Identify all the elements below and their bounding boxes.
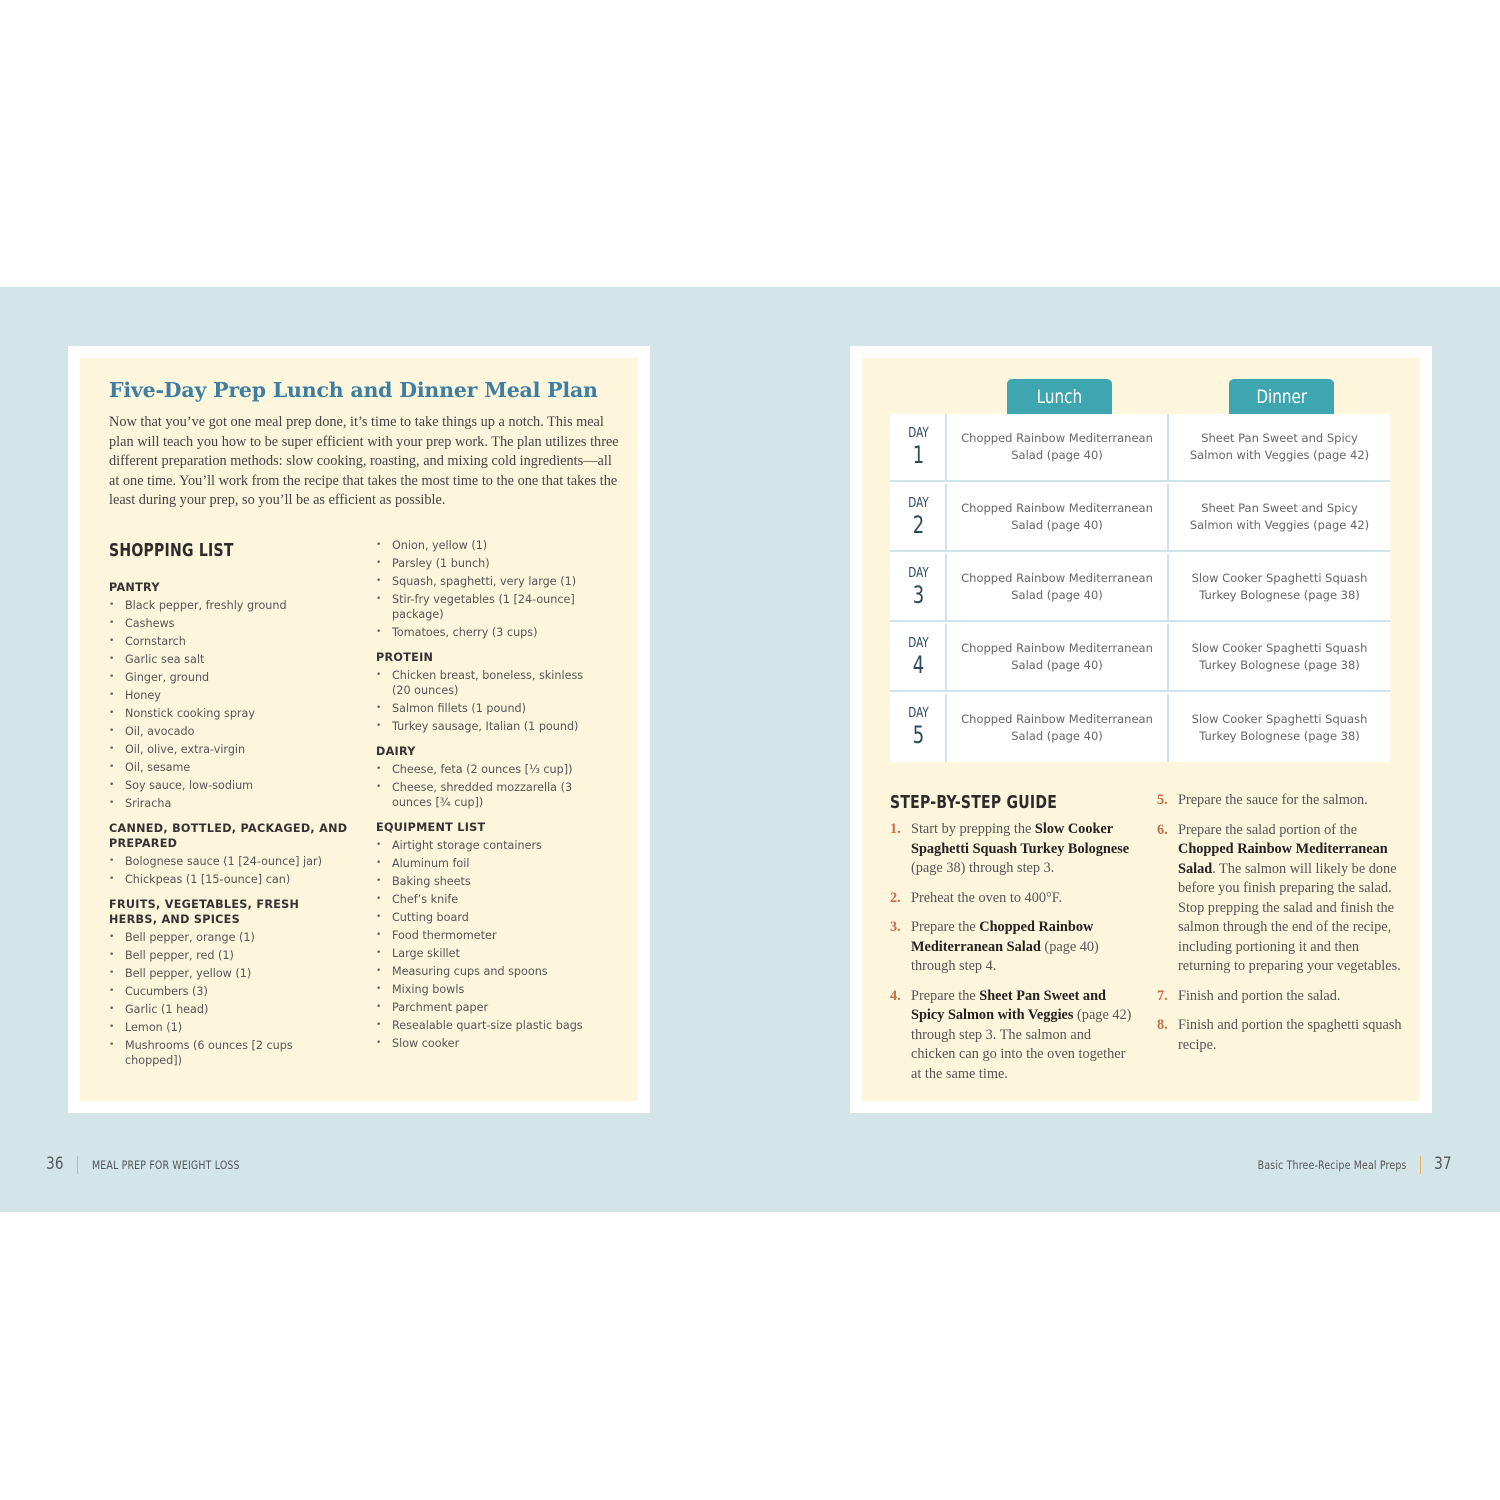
day-label: DAY [908, 496, 929, 511]
day-label: DAY [908, 426, 929, 441]
list-item: • Cornstarch [109, 634, 349, 649]
list-item: • Cutting board [376, 910, 601, 925]
lunch-cell: Chopped Rainbow Mediterranean Salad (page 40) [947, 624, 1169, 690]
list-item: • Bolognese sauce (1 [24-ounce] jar) [109, 854, 349, 869]
list-item: • Soy sauce, low-sodium [109, 778, 349, 793]
list-item: • Squash, spaghetti, very large (1) [376, 574, 601, 589]
step-item: 4. Prepare the Sheet Pan Sweet and Spicy Salmon with Veggies (page 42) through step 3. The salmon and chicken can go into the oven together at the same time. [890, 987, 1132, 1082]
list-item: • Parsley (1 bunch) [376, 556, 601, 571]
list-item: • Resealable quart-size plastic bags [376, 1018, 601, 1033]
protein-list [376, 668, 601, 734]
list-item: • Bell pepper, yellow (1) [109, 966, 349, 981]
plan-row-day-2 [890, 484, 1390, 552]
list-item: • Stir-fry vegetables (1 [24-ounce] package) [376, 592, 601, 622]
produce-list-continued [376, 538, 601, 640]
chapter-running-head: Basic Three-Recipe Meal Preps [1257, 1157, 1407, 1172]
list-item: • Garlic sea salt [109, 652, 349, 667]
footer-divider [77, 1156, 78, 1174]
list-item: • Oil, sesame [109, 760, 349, 775]
pantry-heading: PANTRY [109, 581, 160, 594]
day-number: 5 [912, 721, 925, 749]
right-page-card [850, 346, 1432, 1113]
meal-plan-table [890, 414, 1390, 762]
list-item: • Honey [109, 688, 349, 703]
left-page-number: 36 [46, 1154, 64, 1174]
lunch-cell: Chopped Rainbow Mediterranean Salad (page 40) [947, 694, 1169, 762]
day-label: DAY [908, 636, 929, 651]
list-item: • Nonstick cooking spray [109, 706, 349, 721]
step-item: 8. Finish and portion the spaghetti squash recipe. [1157, 1017, 1402, 1053]
list-item: • Slow cooker [376, 1036, 601, 1051]
list-item: • Baking sheets [376, 874, 601, 889]
plan-row-day-3 [890, 554, 1390, 622]
day-cell [890, 624, 947, 690]
dinner-cell: Sheet Pan Sweet and Spicy Salmon with Veggies (page 42) [1189, 501, 1370, 532]
list-item: • Mushrooms (6 ounces [2 cups chopped]) [109, 1038, 349, 1068]
day-cell [890, 694, 947, 762]
steps-column-right [1157, 791, 1402, 1065]
produce-list [109, 930, 349, 1068]
list-item: • Parchment paper [376, 1000, 601, 1015]
shopping-column-right [376, 538, 601, 1054]
steps-column-left [890, 820, 1135, 1094]
list-item: • Onion, yellow (1) [376, 538, 601, 553]
footer-divider [1420, 1156, 1421, 1174]
plan-row-day-1 [890, 414, 1390, 482]
plan-row-day-5 [890, 694, 1390, 762]
list-item: • Lemon (1) [109, 1020, 349, 1035]
step-item: 7. Finish and portion the salad. [1157, 987, 1341, 1004]
book-title-running-head: MEAL PREP FOR WEIGHT LOSS [91, 1157, 240, 1172]
list-item: • Cucumbers (3) [109, 984, 349, 999]
lunch-cell: Chopped Rainbow Mediterranean Salad (page 40) [947, 414, 1169, 480]
dinner-column-tab: Dinner [1229, 379, 1334, 414]
lunch-cell: Chopped Rainbow Mediterranean Salad (page 40) [947, 554, 1169, 620]
dinner-cell: Slow Cooker Spaghetti Squash Turkey Bolognese (page 38) [1191, 641, 1368, 672]
step-item: 1. Start by prepping the Slow Cooker Spaghetti Squash Turkey Bolognese (page 38) through step 3. [890, 821, 1130, 876]
list-item: • Oil, olive, extra-virgin [109, 742, 349, 757]
canned-list [109, 854, 349, 887]
list-item: • Oil, avocado [109, 724, 349, 739]
list-item: • Bell pepper, orange (1) [109, 930, 349, 945]
list-item: • Airtight storage containers [376, 838, 601, 853]
equipment-heading: EQUIPMENT LIST [376, 821, 486, 834]
list-item: • Cheese, feta (2 ounces [⅓ cup]) [376, 762, 601, 777]
list-item: • Sriracha [109, 796, 349, 811]
left-page-card [68, 346, 650, 1113]
lunch-column-tab: Lunch [1007, 379, 1112, 414]
book-spread [0, 287, 1500, 1212]
day-cell [890, 414, 947, 480]
day-number: 1 [912, 441, 925, 469]
list-item: • Cheese, shredded mozzarella (3 ounces [¾ cup]) [376, 780, 601, 810]
step-item: 6. Prepare the salad portion of the Chopped Rainbow Mediterranean Salad. The salmon will likely be done before you finish preparing the salad. Stop prepping the salad and finish the salmon through the end of the recipe, including portioning it and then returning to preparing your vegetables. [1157, 821, 1401, 974]
list-item: • Bell pepper, red (1) [109, 948, 349, 963]
list-item: • Salmon fillets (1 pound) [376, 701, 601, 716]
right-page-number: 37 [1434, 1154, 1452, 1174]
dairy-heading: DAIRY [376, 745, 416, 758]
list-item: • Chef’s knife [376, 892, 601, 907]
canned-heading: CANNED, BOTTLED, PACKAGED, AND PREPARED [109, 822, 348, 850]
list-item: • Tomatoes, cherry (3 cups) [376, 625, 601, 640]
day-label: DAY [908, 566, 929, 581]
right-page-panel [862, 358, 1420, 1101]
shopping-list-heading: SHOPPING LIST [109, 540, 234, 561]
list-item: • Large skillet [376, 946, 601, 961]
step-item: 3. Prepare the Chopped Rainbow Mediterranean Salad (page 40) through step 4. [890, 919, 1099, 974]
protein-heading: PROTEIN [376, 651, 434, 664]
dairy-list [376, 762, 601, 810]
lunch-cell: Chopped Rainbow Mediterranean Salad (page 40) [947, 484, 1169, 550]
day-number: 4 [912, 651, 925, 679]
list-item: • Turkey sausage, Italian (1 pound) [376, 719, 601, 734]
list-item: • Chickpeas (1 [15-ounce] can) [109, 872, 349, 887]
list-item: • Ginger, ground [109, 670, 349, 685]
produce-heading: FRUITS, VEGETABLES, FRESH HERBS, AND SPICES [109, 898, 300, 926]
list-item: • Food thermometer [376, 928, 601, 943]
day-number: 2 [912, 511, 925, 539]
list-item: • Measuring cups and spoons [376, 964, 601, 979]
left-page-footer [44, 1154, 272, 1174]
page-title: Five-Day Prep Lunch and Dinner Meal Plan [109, 378, 598, 402]
dinner-cell: Slow Cooker Spaghetti Squash Turkey Bolognese (page 38) [1191, 712, 1368, 743]
equipment-list [376, 838, 601, 1051]
day-label: DAY [908, 706, 929, 721]
day-number: 3 [912, 581, 925, 609]
left-page-panel [80, 358, 638, 1101]
dinner-cell: Sheet Pan Sweet and Spicy Salmon with Veggies (page 42) [1189, 431, 1370, 462]
dinner-cell: Slow Cooker Spaghetti Squash Turkey Bolognese (page 38) [1191, 571, 1368, 602]
list-item: • Aluminum foil [376, 856, 601, 871]
day-cell [890, 554, 947, 620]
step-item: 2. Preheat the oven to 400°F. [890, 889, 1063, 906]
step-item: 5. Prepare the sauce for the salmon. [1157, 792, 1368, 808]
pantry-list [109, 598, 349, 811]
right-page-footer [1225, 1154, 1454, 1174]
plan-row-day-4 [890, 624, 1390, 692]
list-item: • Mixing bowls [376, 982, 601, 997]
day-cell [890, 484, 947, 550]
list-item: • Garlic (1 head) [109, 1002, 349, 1017]
intro-paragraph: Now that you’ve got one meal prep done, it’s time to take things up a notch. This meal plan will teach you how to be super efficient with your prep work. The plan utilizes three different preparation methods: slow cooking, roasting, and mixing cold ingredients—all at one time. You’ll work from the recipe that takes the most time to the one that takes the least during your prep, so you’ll be as efficient as possible. [109, 414, 619, 508]
list-item: • Chicken breast, boneless, skinless (20 ounces) [376, 668, 601, 698]
step-guide-heading: STEP-BY-STEP GUIDE [890, 792, 1058, 813]
list-item: • Cashews [109, 616, 349, 631]
list-item: • Black pepper, freshly ground [109, 598, 349, 613]
shopping-column-left [109, 580, 349, 1071]
